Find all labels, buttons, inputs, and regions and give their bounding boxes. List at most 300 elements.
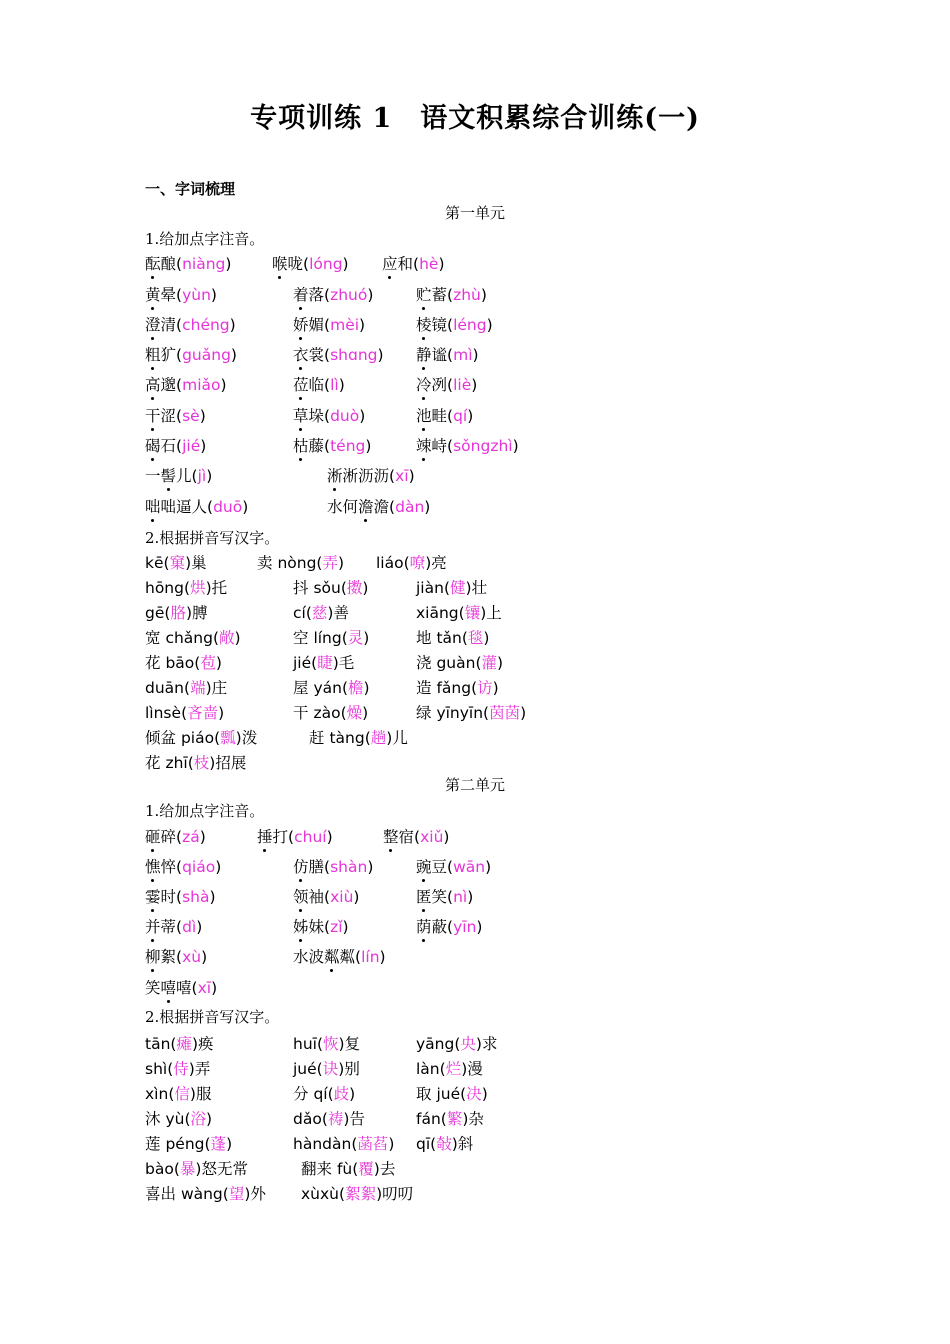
pinyin: lìnsè [145,704,182,722]
paren: ( [324,437,331,455]
paren: ( [475,654,482,672]
word-item [416,576,487,598]
hanzi-answer: 敞 [219,629,235,647]
pinyin: fǎng [436,679,472,697]
hanzi-answer: 繁 [446,1110,463,1128]
word-item [416,915,482,937]
word-text: 壮 [471,579,488,597]
word-text: 絮 [160,948,177,966]
paren: ( [288,828,295,846]
pinyin: tǎn [436,629,462,647]
word-text: 蔽 [431,918,448,936]
pinyin: sǒu [313,579,341,597]
pinyin: bāo [165,654,195,672]
word-item [145,495,248,517]
word-text: 畦 [431,407,448,425]
paren: ) [326,828,333,846]
paren: ) [343,1110,350,1128]
hanzi-answer: 枝 [193,754,210,772]
word-item [416,343,479,365]
paren: ) [211,979,218,997]
paren: ) [363,679,370,697]
dotted-char: 柳 [145,945,161,967]
paren: ) [200,437,207,455]
word-item [416,885,473,907]
word-text: 镜 [431,316,448,334]
hanzi-answer: 蓬 [210,1135,227,1153]
word-text: 酿 [160,255,177,273]
paren: ) [244,1185,251,1203]
pinyin-answer: qí [453,407,468,425]
dotted-char: 砸 [145,825,161,847]
paren: ( [176,346,183,364]
word-item [416,434,519,456]
paren: ) [206,467,213,485]
pinyin-answer: xù [182,948,202,966]
paren: ( [176,948,183,966]
word-item [257,825,333,847]
hanzi-answer: 央 [460,1035,476,1053]
hanzi-answer: 慈 [311,604,328,622]
paren: ) [520,704,527,722]
dotted-char: 池 [416,404,432,426]
hanzi-answer: 弄 [322,554,338,572]
paren: ) [338,554,345,572]
word-item [145,885,216,907]
pinyin: qī [416,1135,431,1153]
paren: ( [340,579,347,597]
word-text: 去 [379,1160,396,1178]
word-text: 花 [145,654,166,672]
paren: ( [447,407,454,425]
word-item [293,313,365,335]
dotted-char: 莅 [293,373,309,395]
paren: ( [173,1160,180,1178]
pinyin: hàndàn [293,1135,352,1153]
dotted-char: 并 [145,915,161,937]
paren: ) [189,1085,196,1103]
pinyin: péng [165,1135,205,1153]
paren: ( [176,918,183,936]
paren: ) [480,604,487,622]
pinyin: fán [416,1110,441,1128]
word-item [416,404,473,426]
paren: ( [355,948,362,966]
hanzi-answer: 暴 [179,1160,196,1178]
word-text: 毛 [338,654,355,672]
hanzi-answer: 浴 [190,1110,207,1128]
word-text: 咄逼人 [160,498,208,516]
hanzi-answer: 瓢 [220,729,236,747]
word-item [293,676,370,698]
pinyin: cí [293,604,306,622]
pinyin-answer: xiǔ [420,828,444,846]
pinyin: duān [145,679,184,697]
hanzi-answer: 祷 [327,1110,344,1128]
paren: ) [210,286,217,304]
paren: ) [377,346,384,364]
paren: ) [327,604,334,622]
paren: ( [447,376,454,394]
word-item [145,464,212,486]
word-text: 谧 [431,346,448,364]
word-item [416,313,493,335]
dotted-char: 棱 [416,313,432,335]
dotted-char: 领 [293,885,309,907]
word-item [416,1132,473,1154]
paren: ( [176,858,183,876]
pinyin: chǎng [165,629,213,647]
hanzi-answer: 健 [450,579,466,597]
paren: ) [465,579,472,597]
paren: ( [389,467,396,485]
paren: ( [164,604,171,622]
word-item [293,373,345,395]
paren: ( [341,629,348,647]
word-item [145,434,206,456]
word-text: 弄 [194,1060,211,1078]
word-text: 裳 [308,346,325,364]
word-text: 蓄 [431,286,448,304]
part-title: 1.给加点字注音。 [145,802,265,820]
paren: ( [176,286,183,304]
dotted-char: 捶 [257,825,273,847]
paren: ( [176,255,183,273]
page-title: 专项训练 1 语文积累综合训练(一) [250,103,700,134]
paren: ( [327,1085,334,1103]
word-text: 外 [250,1185,266,1203]
word-item [293,1057,360,1079]
word-item [293,1132,394,1154]
hanzi-answer: 歧 [333,1085,350,1103]
pinyin-answer: shɑng [330,346,378,364]
word-item [293,1082,355,1104]
paren: ( [471,679,478,697]
paren: ( [311,654,318,672]
word-text: 藤 [308,437,325,455]
dotted-char: 粼 [324,945,340,967]
paren: ( [303,255,310,273]
word-text: 儿 [392,729,408,747]
word-text: 赶 [309,729,330,747]
paren: ) [408,467,415,485]
paren: ( [163,554,170,572]
paren: ( [207,498,214,516]
hanzi-answer: 菡萏 [357,1135,389,1153]
paren: ) [481,1085,488,1103]
paren: ) [379,948,386,966]
paren: ) [349,1085,356,1103]
paren: ( [324,346,331,364]
pinyin: zhī [165,754,188,772]
part-title: 2.根据拼音写汉字。 [145,1008,280,1026]
pinyin: xiāng [416,604,459,622]
word-item [416,651,503,673]
word-text: 绿 [416,704,437,722]
paren: ( [414,828,421,846]
paren: ( [447,286,454,304]
pinyin-answer: duō [213,498,243,516]
word-item [301,1157,395,1179]
pinyin: yù [165,1110,185,1128]
paren: ) [471,376,478,394]
pinyin-answer: xī [197,979,212,997]
paren: ( [324,316,331,334]
word-item [416,855,491,877]
dotted-char: 澄 [145,313,161,335]
word-item [145,576,227,598]
paren: ) [480,286,487,304]
paren: ( [324,918,331,936]
word-item [416,601,502,623]
paren: ) [188,1060,195,1078]
pinyin-answer: dàn [395,498,425,516]
pinyin-answer: jié [182,437,201,455]
word-item [376,551,447,573]
word-text: 清 [160,316,177,334]
word-text: 杂 [468,1110,484,1128]
pinyin: wàng [180,1185,223,1203]
word-item [327,495,430,517]
word-text: 澹 [373,498,390,516]
word-text: 淅沥沥 [342,467,390,485]
pinyin-answer: wān [453,858,486,876]
word-text: 悴 [160,858,177,876]
word-item [293,283,373,305]
paren: ( [194,654,201,672]
paren: ) [461,1060,468,1078]
pinyin-answer: zá [182,828,200,846]
word-item [145,976,217,998]
paren: ( [191,467,198,485]
paren: ) [185,604,193,622]
pinyin-answer: yīn [453,918,477,936]
word-text: 倾盆 [145,729,181,747]
paren: ) [229,316,236,334]
word-text: 碎 [160,828,177,846]
pinyin: qí [313,1085,328,1103]
hanzi-answer: 擞 [346,579,363,597]
word-item [145,373,227,395]
word-item [145,1032,214,1054]
word-item [145,551,207,573]
word-text: 卖 [257,554,278,572]
word-item [293,404,365,426]
word-text: 石 [160,437,177,455]
pinyin-answer: zǐ [330,918,343,936]
hanzi-answer: 烂 [445,1060,462,1078]
paren: ) [234,629,241,647]
word-item [309,726,408,748]
dotted-char: 碣 [145,434,161,456]
dotted-char: 嘻 [161,976,177,998]
pinyin: shì [145,1060,168,1078]
word-item [293,1032,360,1054]
word-item [293,434,371,456]
paren: ( [460,1085,467,1103]
word-item [383,825,449,847]
hanzi-answer: 瘫 [176,1035,192,1053]
hanzi-answer: 茵茵 [489,704,521,722]
pinyin-answer: zhuó [330,286,368,304]
hanzi-answer: 趟 [370,729,387,747]
word-item [145,404,206,426]
word-text: 痪 [198,1035,214,1053]
word-text: 嘻 [176,979,192,997]
pinyin: kē [145,554,164,572]
dotted-char: 干 [145,404,161,426]
paren: ( [324,407,331,425]
dotted-char: 衣 [293,343,309,365]
word-text: 临 [308,376,325,394]
paren: ) [206,1110,213,1128]
word-item [382,252,445,274]
word-text: 叨叨 [382,1185,414,1203]
paren: ( [447,346,454,364]
paren: ( [352,1160,359,1178]
pinyin-answer: chéng [182,316,230,334]
paren: ( [413,255,420,273]
dotted-char: 咄 [145,495,161,517]
dotted-char: 着 [293,283,309,305]
hanzi-answer: 访 [477,679,493,697]
paren: ) [342,255,349,273]
word-item [416,1032,498,1054]
paren: ) [497,654,504,672]
pinyin-answer: guǎng [182,346,231,364]
paren: ) [483,629,490,647]
dotted-char: 高 [145,373,161,395]
pinyin-answer: dì [182,918,197,936]
paren: ) [226,1135,233,1153]
word-item [145,1132,232,1154]
paren: ( [176,828,183,846]
pinyin: zào [313,704,341,722]
pinyin-answer: yùn [182,286,211,304]
word-text: 冽 [431,376,448,394]
word-item [327,464,415,486]
word-item [416,626,489,648]
word-item [416,373,477,395]
paren: ( [339,1185,346,1203]
paren: ) [342,918,349,936]
paren: ( [222,1185,229,1203]
word-text: 怒无常 [201,1160,248,1178]
hanzi-answer: 覆 [358,1160,374,1178]
paren: ) [475,1035,482,1053]
word-text: 峙 [431,437,448,455]
paren: ( [483,704,490,722]
word-text: 服 [195,1085,212,1103]
word-text: 膊 [192,604,208,622]
word-text: 空 [293,629,314,647]
word-text: 膳 [308,858,325,876]
paren: ) [225,255,232,273]
paren: ( [439,1060,446,1078]
paren: ( [168,1085,175,1103]
paren: ( [183,579,191,597]
hanzi-answer: 胳 [170,604,186,622]
paren: ) [362,579,369,597]
paren: ) [467,407,474,425]
word-text: 笑 [431,888,448,906]
paren: ( [389,498,396,516]
word-item [416,701,526,723]
word-text: 喜出 [145,1185,181,1203]
paren: ( [176,376,183,394]
word-item [145,343,237,365]
paren: ) [386,729,393,747]
word-text: 宽 [145,629,166,647]
dotted-char: 霎 [145,885,161,907]
paren: ( [324,858,331,876]
paren: ( [461,629,468,647]
paren: ( [403,554,410,572]
dotted-char: 匿 [416,885,432,907]
dotted-char: 贮 [416,283,432,305]
word-text: 告 [349,1110,365,1128]
pinyin-answer: niàng [182,255,226,273]
pinyin: líng [313,629,342,647]
word-item [145,313,236,335]
pinyin: jié [293,654,312,672]
hanzi-answer: 侍 [173,1060,189,1078]
word-text: 水何 [327,498,359,516]
word-item [293,945,386,967]
paren: ( [447,858,454,876]
word-text: 托 [211,579,228,597]
paren: ( [184,679,191,697]
hanzi-answer: 端 [190,679,206,697]
paren: ) [512,437,519,455]
word-text: 庄 [211,679,228,697]
dotted-char: 憔 [145,855,161,877]
paren: ) [215,654,222,672]
word-text: 莲 [145,1135,166,1153]
paren: ( [214,729,221,747]
pinyin-answer: nì [453,888,468,906]
pinyin-answer: chuí [294,828,327,846]
paren: ) [424,498,431,516]
paren: ) [209,754,216,772]
paren: ) [376,1185,383,1203]
pinyin-answer: miǎo [182,376,221,394]
word-item [145,283,217,305]
pinyin-answer: sè [182,407,200,425]
dotted-char: 淅 [327,464,343,486]
pinyin-answer: hè [419,255,439,273]
word-text: 涩 [160,407,177,425]
word-text: 咙 [287,255,304,273]
word-text: 上 [486,604,502,622]
word-item [145,252,231,274]
word-item [145,855,221,877]
dotted-char: 姊 [293,915,309,937]
hanzi-answer: 烘 [190,579,206,597]
word-item [416,1107,484,1129]
unit-heading: 第二单元 [444,776,505,794]
pinyin: dǎo [293,1110,322,1128]
part-title: 2.根据拼音写汉字。 [145,529,280,547]
paren: ( [170,1035,177,1053]
word-item [293,576,368,598]
word-item [416,283,487,305]
paren: ) [201,948,208,966]
word-text: 干 [293,704,314,722]
paren: ) [438,255,445,273]
dotted-char: 枯 [293,434,309,456]
hanzi-answer: 苞 [200,654,216,672]
